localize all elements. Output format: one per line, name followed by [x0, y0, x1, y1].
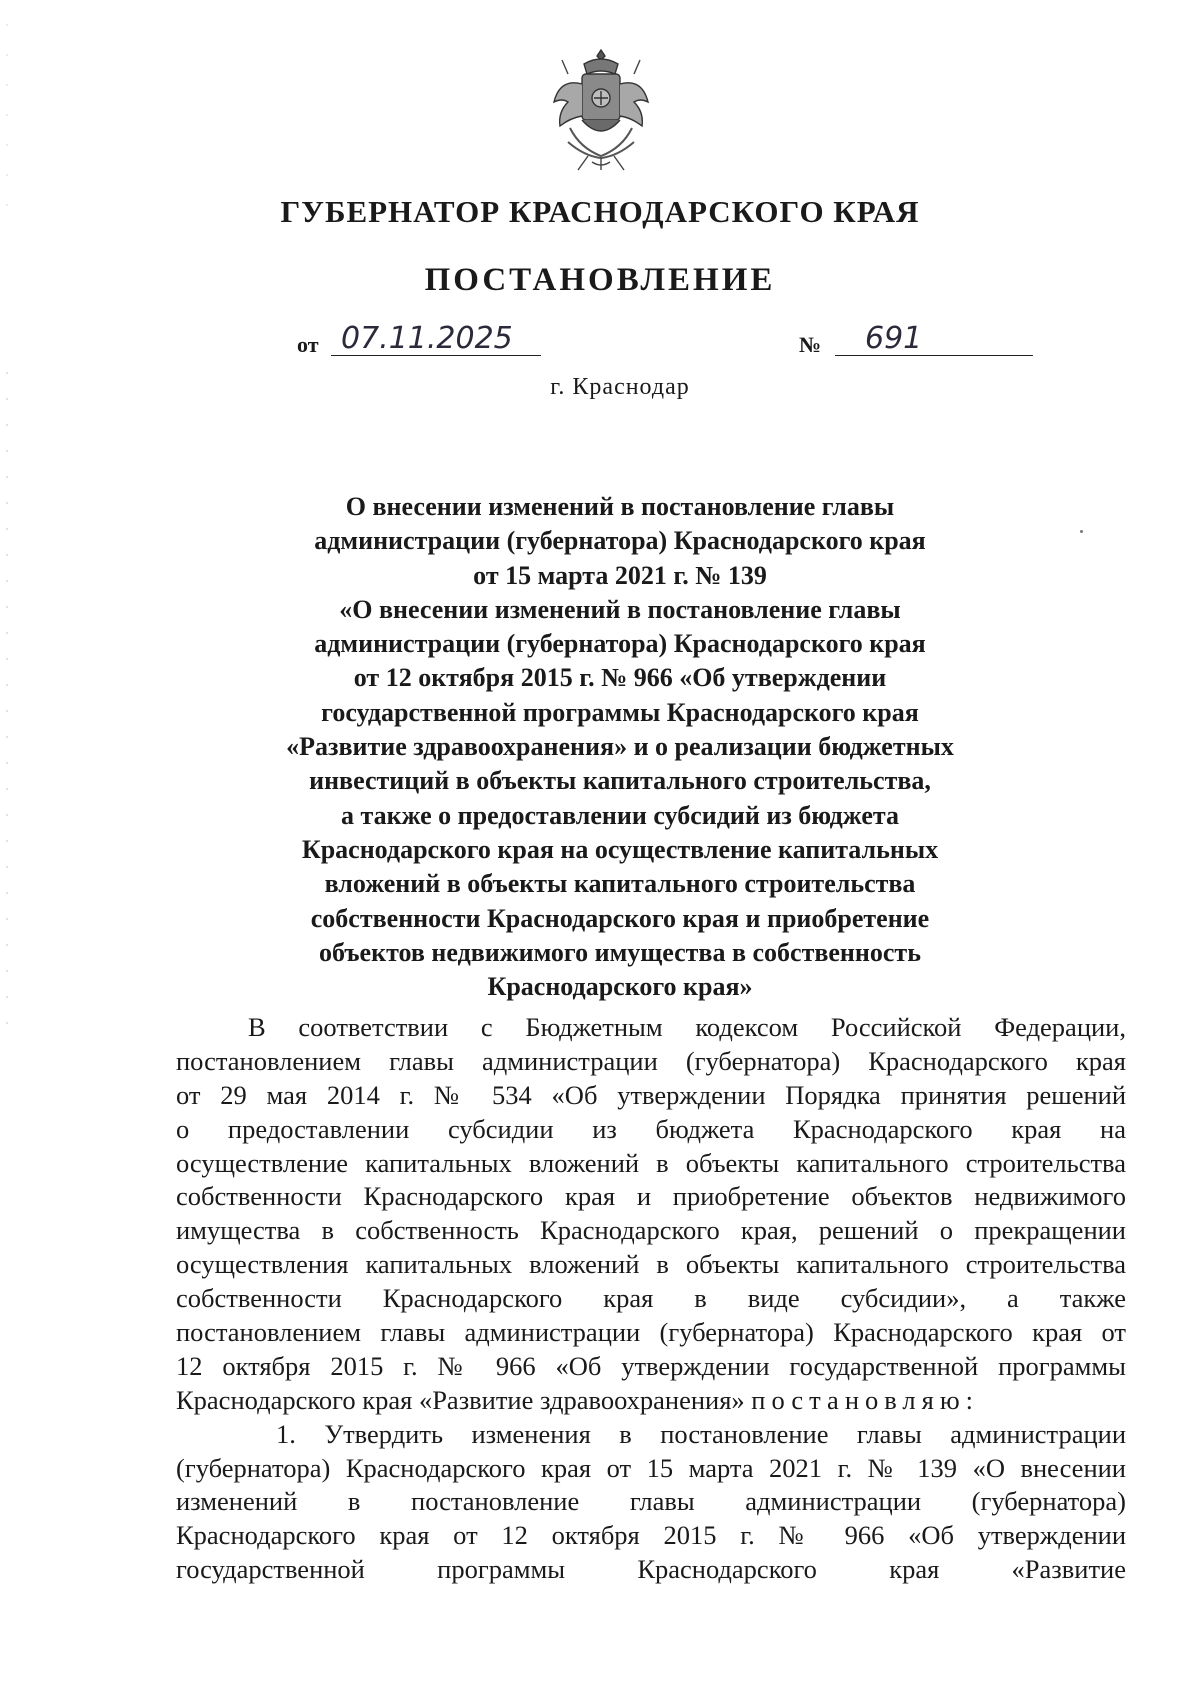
scan-speck	[1080, 530, 1083, 533]
body-line: имущества в собственность Краснодарского края, решений о прекращении	[176, 1215, 1126, 1246]
title-line: администрации (губернатора) Краснодарского края	[314, 629, 926, 659]
body-line	[176, 1384, 1126, 1418]
document-number: 691	[835, 322, 1033, 356]
city-line: г. Краснодар	[550, 374, 690, 400]
body-line-text: Краснодарского края «Развитие здравоохранения»	[176, 1384, 745, 1415]
title-line: администрации (губернатора) Краснодарского края	[314, 526, 926, 556]
title-line: О внесении изменений в постановление главы	[345, 492, 895, 521]
body-line: 1. Утвердить изменения в постановление главы администрации	[276, 1418, 1126, 1449]
document-body	[176, 1011, 1126, 1587]
title-line: объектов недвижимого имущества в собственность	[319, 937, 921, 967]
body-line: (губернатора) Краснодарского края от 15 марта 2021 г. № 139 «О внесении	[176, 1452, 1126, 1483]
body-line: осуществления капитальных вложений в объекты капитального строительства	[176, 1249, 1126, 1280]
krasnodar-coat-of-arms-icon	[548, 44, 654, 176]
body-line: от 29 мая 2014 г. № 534 «Об утверждении Порядка принятия решений	[176, 1079, 1126, 1110]
title-line: от 15 марта 2021 г. № 139	[473, 560, 767, 590]
title-line: Краснодарского края на осуществление капитальных	[301, 834, 939, 864]
title-line: собственности Краснодарского края и приобретение	[310, 903, 930, 933]
body-line: о предоставлении субсидии из бюджета Краснодарского края на	[176, 1113, 1126, 1144]
title-line: вложений в объекты капитального строительства	[324, 869, 916, 899]
body-line: 12 октября 2015 г. № 966 «Об утверждении государственной программы	[176, 1350, 1126, 1381]
scan-margin-dots	[5, 360, 9, 1040]
document-date: 07.11.2025	[331, 322, 541, 356]
body-line: В соответствии с Бюджетным кодексом Российской Федерации,	[248, 1012, 1126, 1042]
title-line: от 12 октября 2015 г. № 966 «Об утверждении	[353, 663, 887, 693]
decree-word: постановляю:	[751, 1384, 979, 1415]
title-line: «Развитие здравоохранения» и о реализации бюджетных	[286, 732, 954, 762]
body-line: постановлением главы администрации (губернатора) Краснодарского края от	[176, 1317, 1126, 1348]
title-line: а также о предоставлении субсидий из бюджета	[341, 800, 899, 830]
date-number-row	[297, 322, 1037, 362]
number-prefix: №	[799, 332, 822, 357]
title-line: государственной программы Краснодарского края	[321, 697, 919, 727]
document-type-heading: ПОСТАНОВЛЕНИЕ	[424, 262, 776, 298]
title-line: Краснодарского края»	[487, 972, 753, 1002]
body-line: собственности Краснодарского края в виде субсидии», а также	[176, 1283, 1126, 1314]
issuing-authority: ГУБЕРНАТОР КРАСНОДАРСКОГО КРАЯ	[280, 194, 920, 229]
body-line: Краснодарского края от 12 октября 2015 г. № 966 «Об утверждении	[176, 1520, 1126, 1551]
body-line: осуществление капитальных вложений в объекты капитального строительства	[176, 1147, 1126, 1178]
document-title	[250, 490, 990, 1004]
title-line: инвестиций в объекты капитального строительства,	[309, 766, 931, 796]
body-line: изменений в постановление главы администрации (губернатора)	[176, 1486, 1126, 1517]
body-line: собственности Краснодарского края и приобретение объектов недвижимого	[176, 1181, 1126, 1212]
body-line: государственной программы Краснодарского края «Развитие	[176, 1554, 1126, 1585]
date-prefix: от	[297, 332, 319, 357]
body-line: постановлением главы администрации (губернатора) Краснодарского края	[176, 1045, 1126, 1076]
title-line: «О внесении изменений в постановление главы	[339, 594, 901, 624]
